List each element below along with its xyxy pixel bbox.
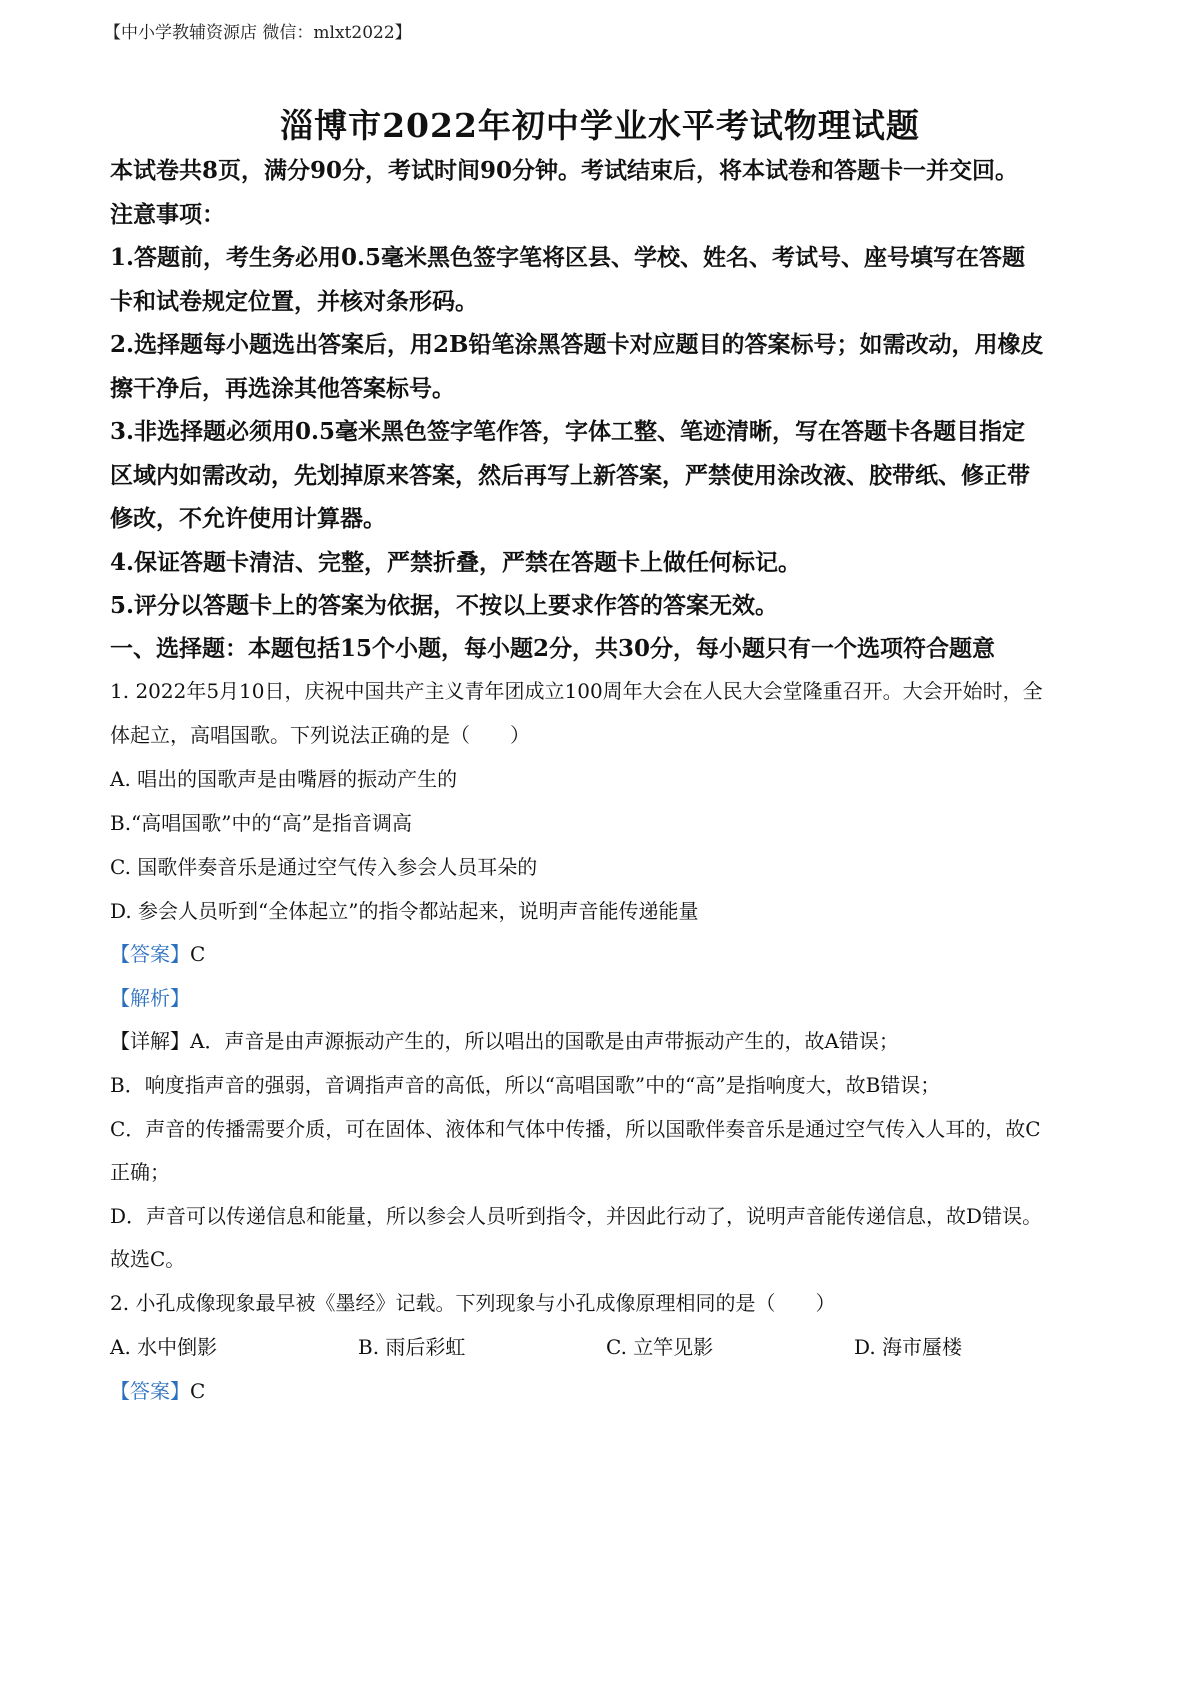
question-1-option-d: D. 参会人员听到“全体起立”的指令都站起来，说明声音能传递能量 [110,899,699,923]
detail-line: 故选C。 [110,1247,186,1271]
detail-tag: 【详解】 [110,1029,190,1053]
question-1-stem: 体起立，高唱国歌。下列说法正确的是（ ） [110,723,530,747]
intro-text: 本试卷共8页，满分90分，考试时间90分钟。考试结束后，将本试卷和答题卡一并交回。 [110,157,1019,184]
detail-line: 正确； [110,1160,170,1184]
question-2-answer [110,1375,205,1404]
notice-line: 区域内如需改动，先划掉原来答案，然后再写上新答案，严禁使用涂改液、胶带纸、修正带 [110,462,1030,489]
question-2-stem: 2. 小孔成像现象最早被《墨经》记载。下列现象与小孔成像原理相同的是（ ） [110,1291,836,1315]
detail-line: B．响度指声音的强弱，音调指声音的高低，所以“高唱国歌”中的“高”是指响度大，故B错误； [110,1073,941,1097]
notice-line: 修改，不允许使用计算器。 [110,505,386,532]
page-title: 淄博市2022年初中学业水平考试物理试题 [280,106,920,145]
answer-value: C [190,942,206,966]
question-1-option-a: A. 唱出的国歌声是由嘴唇的振动产生的 [110,767,458,791]
question-1-option-c: C. 国歌伴奏音乐是通过空气传入参会人员耳朵的 [110,855,538,879]
question-2-option-b: B. 雨后彩虹 [358,1335,466,1359]
question-1-stem: 1. 2022年5月10日，庆祝中国共产主义青年团成立100周年大会在人民大会堂隆重召开。大会开始时，全 [110,679,1043,703]
header-watermark: 【中小学教辅资源店 微信：mlxt2022】 [104,23,412,43]
notice-line: 擦干净后，再选涂其他答案标号。 [110,375,455,402]
notice-line: 1.答题前，考生务必用0.5毫米黑色签字笔将区县、学校、姓名、考试号、座号填写在答题 [110,244,1026,271]
notice-line: 5.评分以答题卡上的答案为依据，不按以上要求作答的答案无效。 [110,592,779,619]
detail-line: C．声音的传播需要介质，可在固体、液体和气体中传播，所以国歌伴奏音乐是通过空气传入人耳的，故C [110,1117,1041,1141]
notice-line: 卡和试卷规定位置，并核对条形码。 [110,288,478,315]
analysis-tag: 【解析】 [110,986,190,1010]
detail-line: A．声音是由声源振动产生的，所以唱出的国歌是由声带振动产生的，故A错误； [190,1029,899,1053]
notice-line: 2.选择题每小题选出答案后，用2B铅笔涂黑答题卡对应题目的答案标号；如需改动，用橡皮 [110,331,1044,358]
question-1-answer [110,938,205,967]
question-2-option-c: C. 立竿见影 [606,1335,714,1359]
question-1-option-b: B.“高唱国歌”中的“高”是指音调高 [110,811,412,835]
answer-tag: 【答案】 [110,942,190,966]
question-2-option-a: A. 水中倒影 [110,1335,218,1359]
answer-tag: 【答案】 [110,1379,190,1403]
answer-value: C [190,1379,206,1403]
question-2-option-d: D. 海市蜃楼 [854,1335,963,1359]
notice-line: 3.非选择题必须用0.5毫米黑色签字笔作答，字体工整、笔迹清晰，写在答题卡各题目指定 [110,418,1026,445]
section-heading: 一、选择题：本题包括15个小题，每小题2分，共30分，每小题只有一个选项符合题意 [110,635,996,662]
notice-heading: 注意事项： [110,201,225,228]
question-1-detail [110,1025,899,1054]
notice-line: 4.保证答题卡清洁、完整，严禁折叠，严禁在答题卡上做任何标记。 [110,549,802,576]
detail-line: D．声音可以传递信息和能量，所以参会人员听到指令，并因此行动了，说明声音能传递信息，故D错误。 [110,1204,1043,1228]
question-1-analysis [110,982,190,1011]
